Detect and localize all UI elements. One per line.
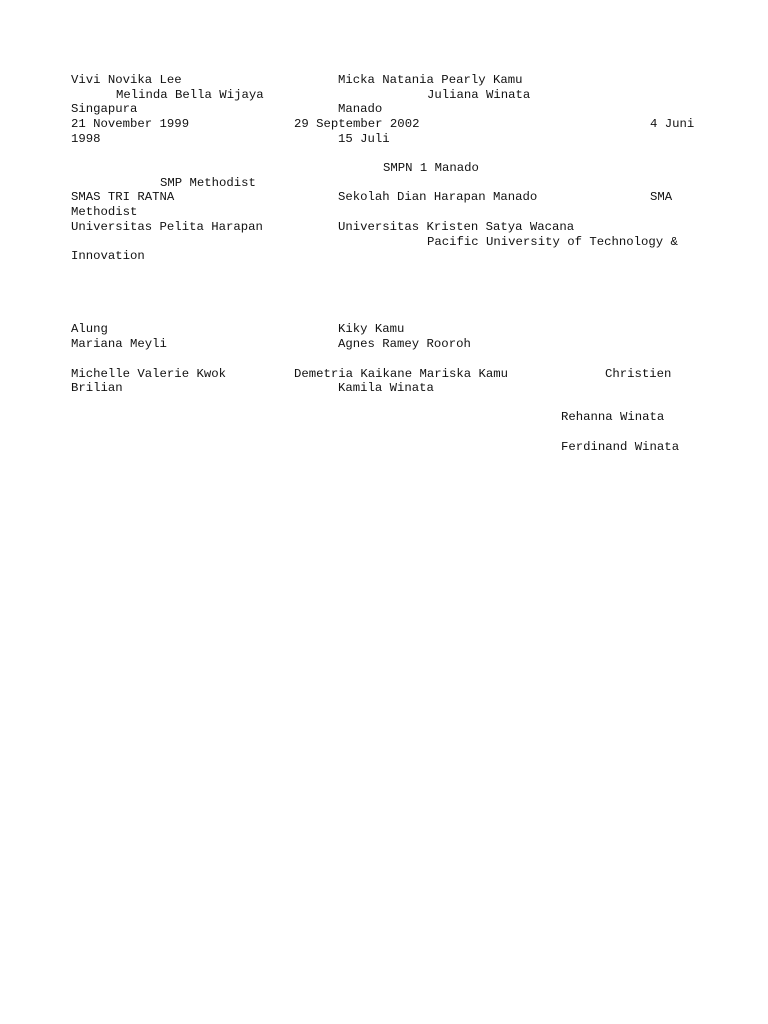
text-line: 15 Juli [338,132,390,146]
text-line: 4 Juni [650,117,695,131]
text-line: Manado [338,102,383,116]
text-line: Kiky Kamu [338,322,405,336]
text-line: Methodist [71,205,138,219]
text-line: Mariana Meyli [71,337,167,351]
text-line: Christien [605,367,672,381]
text-line: Innovation [71,249,145,263]
text-line: Michelle Valerie Kwok [71,367,226,381]
text-line: SMAS TRI RATNA [71,190,175,204]
text-line: Brilian [71,381,123,395]
text-line: Juliana Winata [427,88,531,102]
text-line: Vivi Novika Lee [71,73,182,87]
text-line: Alung [71,322,108,336]
text-line: Micka Natania Pearly Kamu [338,73,523,87]
text-line: 1998 [71,132,101,146]
text-line: SMPN 1 Manado [383,161,479,175]
text-line: SMP Methodist [160,176,256,190]
text-line: Rehanna Winata [561,410,665,424]
text-line: Universitas Pelita Harapan [71,220,263,234]
text-line: Agnes Ramey Rooroh [338,337,471,351]
text-line: Melinda Bella Wijaya [116,88,264,102]
text-line: 21 November 1999 [71,117,190,131]
text-line: Pacific University of Technology & [427,235,678,249]
text-line: Singapura [71,102,138,116]
text-line: 29 September 2002 [294,117,420,131]
text-line: Sekolah Dian Harapan Manado [338,190,538,204]
text-line: Universitas Kristen Satya Wacana [338,220,575,234]
text-line: Demetria Kaikane Mariska Kamu [294,367,509,381]
text-line: SMA [650,190,673,204]
text-line: Ferdinand Winata [561,440,680,454]
text-line: Kamila Winata [338,381,434,395]
